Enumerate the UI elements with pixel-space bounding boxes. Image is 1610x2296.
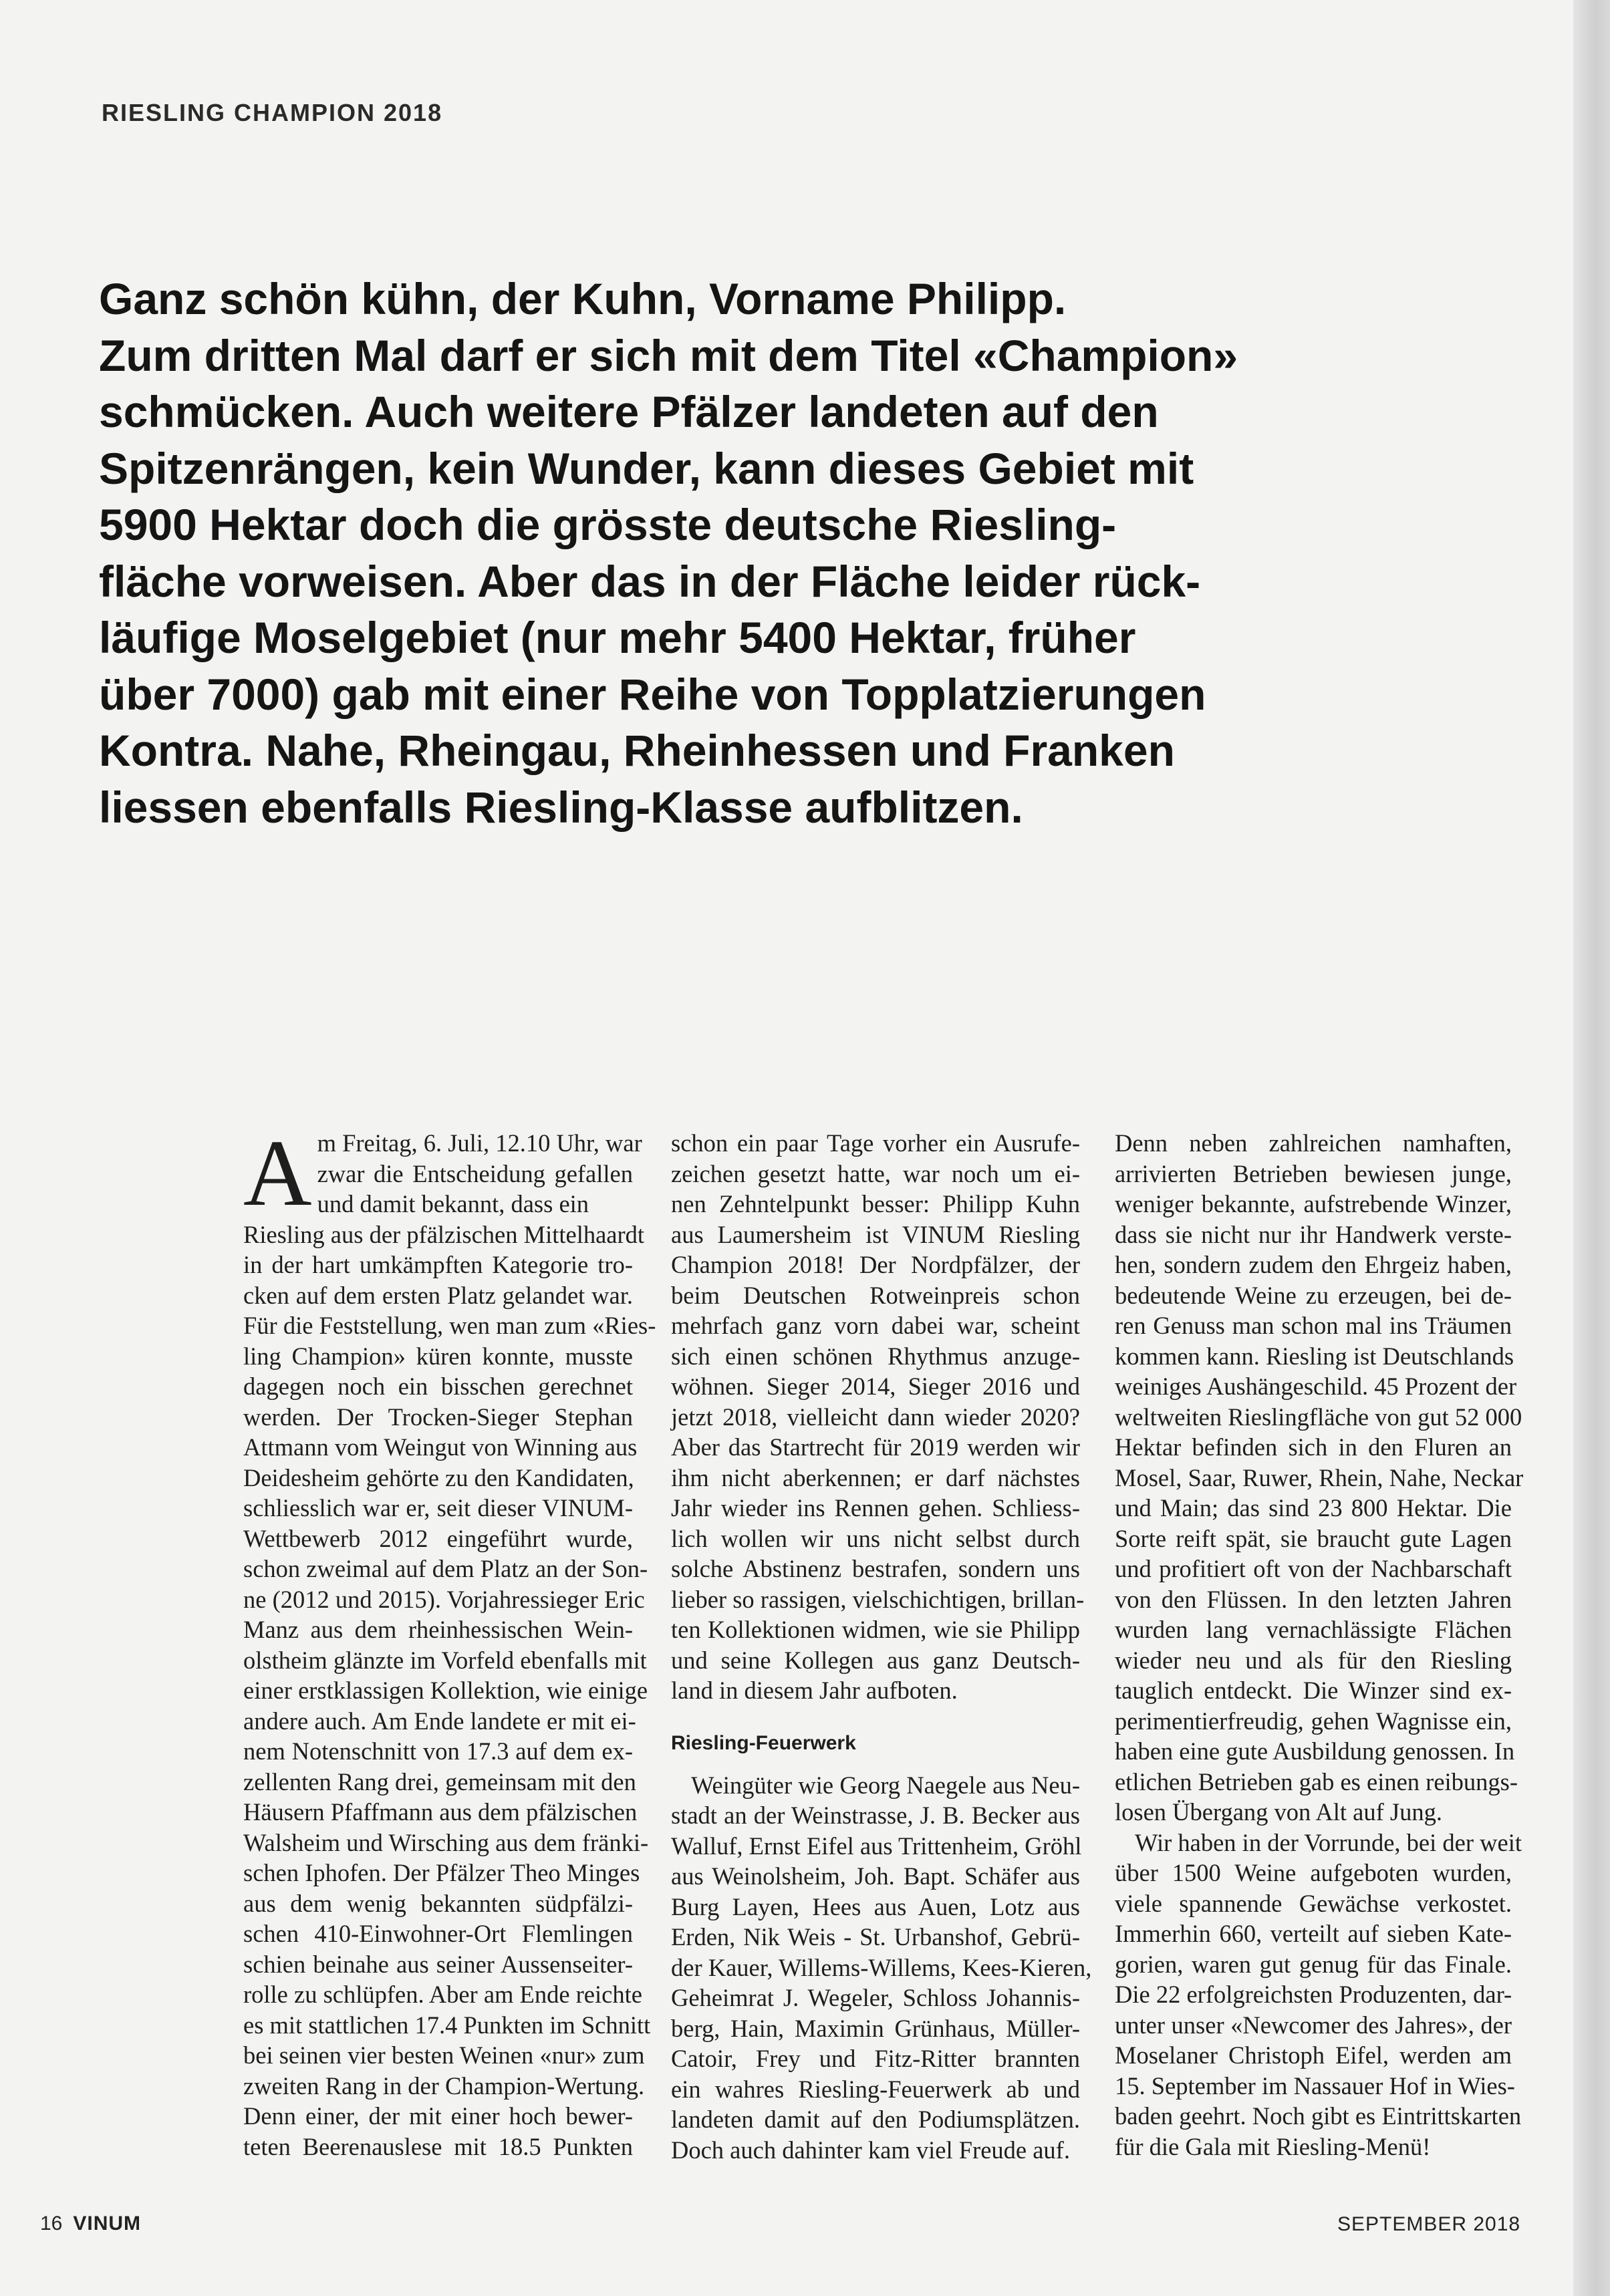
lead-line: Ganz schön kühn, der Kuhn, Vorname Philipp. [99,274,1067,323]
text-line: unter unser «Newcomer des Jahres», der [1115,2011,1512,2039]
text-line: wöhnen. Sieger 2014, Sieger 2016 und [671,1373,1080,1400]
lead-line: fläche vorweisen. Aber das in der Fläche leider rück- [99,556,1201,606]
text-line: Walsheim und Wirsching aus dem fränki- [243,1828,649,1856]
text-line: olstheim glänzte im Vorfeld ebenfalls mit [243,1646,647,1674]
text-line: Weingüter wie Georg Naegele aus Neu- [691,1771,1080,1799]
subheading: Riesling-Feuerwerk [671,1731,856,1754]
text-line: dagegen noch ein bisschen gerechnet [243,1373,633,1400]
issue-date: SEPTEMBER 2018 [1337,2213,1521,2235]
text-line: zellenten Rang drei, gemeinsam mit den [243,1767,636,1796]
text-line: von den Flüssen. In den letzten Jahren [1115,1585,1512,1613]
text-line: weniger bekannte, aufstrebende Winzer, [1115,1190,1512,1217]
text-line: schen 410-Einwohner-Ort Flemlingen [243,1920,633,1947]
text-line: ren Genuss man schon mal ins Träumen [1115,1312,1512,1339]
text-line: Champion 2018! Der Nordpfälzer, der [671,1251,1080,1278]
text-line: schliesslich war er, seit dieser VINUM- [243,1494,633,1522]
lead-line: 5900 Hektar doch die grösste deutsche Riesling- [99,500,1117,549]
text-line: Attmann vom Weingut von Winning aus [243,1433,638,1461]
text-line: weltweiten Rieslingfläche von gut 52 000 [1115,1403,1522,1431]
lead-line: liessen ebenfalls Riesling-Klasse aufblitzen. [99,782,1023,832]
text-line: wieder neu und als für den Riesling [1115,1646,1512,1674]
text-line: arrivierten Betrieben bewiesen junge, [1115,1159,1512,1187]
text-line: und seine Kollegen aus ganz Deutsch- [671,1646,1080,1674]
text-line: aus dem wenig bekannten südpfälzi- [243,1889,633,1917]
text-line: zeichen gesetzt hatte, war noch um ei- [671,1159,1080,1187]
text-line: haben eine gute Ausbildung genossen. In [1115,1737,1515,1765]
text-line: weiniges Aushängeschild. 45 Prozent der [1115,1373,1517,1400]
text-line: Aber das Startrecht für 2019 werden wir [671,1433,1080,1461]
text-line: und profitiert oft von der Nachbarschaft [1115,1555,1512,1582]
text-line: gorien, waren gut genug für das Finale. [1115,1950,1512,1978]
drop-cap: A [243,1120,312,1226]
text-line: Häusern Pfaffmann aus dem pfälzischen [243,1798,638,1826]
text-line: in der hart umkämpften Kategorie tro- [243,1251,633,1278]
text-line: Denn einer, der mit einer hoch bewer- [243,2102,633,2130]
text-line: es mit stattlichen 17.4 Punkten im Schnitt [243,2011,651,2039]
text-line: nen Zehntelpunkt besser: Philipp Kuhn [671,1190,1080,1217]
lead-line: über 7000) gab mit einer Reihe von Topplatzierungen [99,669,1206,719]
text-line: werden. Der Trocken-Sieger Stephan [243,1403,633,1431]
text-line: ten Kollektionen widmen, wie sie Philipp [671,1616,1080,1643]
text-line: beim Deutschen Rotweinpreis schon [671,1281,1080,1309]
lead-line: schmücken. Auch weitere Pfälzer landeten auf den [99,387,1159,436]
text-line: lieber so rassigen, vielschichtigen, brillan- [671,1585,1085,1613]
text-line: Denn neben zahlreichen namhaften, [1115,1129,1512,1157]
column-1 [243,1120,656,2162]
text-line: etlichen Betrieben gab es einen reibungs- [1115,1767,1518,1796]
text-line: wurden lang vernachlässigte Flächen [1115,1616,1512,1643]
column-2 [671,1128,1092,2165]
text-line: kommen kann. Riesling ist Deutschlands [1115,1342,1514,1370]
text-line: berg, Hain, Maximin Grünhaus, Müller- [671,2014,1080,2042]
lead-paragraph [99,271,1369,835]
text-line: jetzt 2018, vielleicht dann wieder 2020? [671,1403,1080,1431]
text-line: perimentierfreudig, gehen Wagnisse ein, [1115,1707,1512,1735]
text-line: Jahr wieder ins Rennen gehen. Schliess- [671,1494,1080,1522]
text-line: 15. September im Nassauer Hof in Wies- [1115,2071,1515,2100]
text-line: Wettbewerb 2012 eingeführt wurde, [243,1524,633,1552]
text-line: einer erstklassigen Kollektion, wie einige [243,1677,648,1704]
section-kicker: RIESLING CHAMPION 2018 [102,99,443,126]
text-line: zwar die Entscheidung gefallen [317,1159,633,1187]
text-line: Catoir, Frey und Fitz-Ritter brannten [671,2045,1080,2072]
text-line: Manz aus dem rheinhessischen Wein- [243,1616,633,1643]
text-line: schon zweimal auf dem Platz an der Son- [243,1555,648,1582]
text-line: Mosel, Saar, Ruwer, Rhein, Nahe, Neckar [1115,1463,1524,1491]
text-line: bedeutende Weine zu erzeugen, bei de- [1115,1281,1512,1309]
text-line: Moselaner Christoph Eifel, werden am [1115,2041,1512,2069]
text-line: lich wollen wir uns nicht selbst durch [671,1524,1080,1552]
lead-line: Kontra. Nahe, Rheingau, Rheinhessen und Franken [99,726,1175,775]
text-line: Walluf, Ernst Eifel aus Trittenheim, Gröhl [671,1832,1082,1860]
text-line: hen, sondern zudem den Ehrgeiz haben, [1115,1251,1512,1278]
text-line: schon ein paar Tage vorher ein Ausrufe- [671,1129,1080,1157]
lead-line: Zum dritten Mal darf er sich mit dem Titel «Champion» [99,330,1238,380]
text-line: ne (2012 und 2015). Vorjahressieger Eric [243,1585,645,1613]
text-line: solche Abstinenz bestrafen, sondern uns [671,1555,1080,1582]
text-line: zweiten Rang in der Champion-Wertung. [243,2071,645,2100]
text-line: mehrfach ganz vorn dabei war, scheint [671,1312,1080,1339]
text-line: aus Laumersheim ist VINUM Riesling [671,1220,1080,1248]
text-line: für die Gala mit Riesling-Menü! [1115,2132,1431,2160]
text-line: über 1500 Weine aufgeboten wurden, [1115,1859,1512,1886]
page-gutter [1573,0,1610,2296]
text-line: Burg Layen, Hees aus Auen, Lotz aus [671,1892,1080,1920]
text-line: aus Weinolsheim, Joh. Bapt. Schäfer aus [671,1862,1080,1890]
text-line: stadt an der Weinstrasse, J. B. Becker aus [671,1802,1080,1829]
text-line: ihm nicht aberkennen; er darf nächstes [671,1463,1080,1491]
text-line: und Main; das sind 23 800 Hektar. Die [1115,1494,1512,1522]
text-line: ling Champion» küren konnte, musste [243,1342,633,1370]
text-line: schien beinahe aus seiner Aussenseiter- [243,1950,633,1978]
text-line: m Freitag, 6. Juli, 12.10 Uhr, war [317,1129,642,1157]
text-line: tauglich entdeckt. Die Winzer sind ex- [1115,1677,1512,1704]
text-line: andere auch. Am Ende landete er mit ei- [243,1707,636,1735]
text-line: und damit bekannt, dass ein [317,1190,589,1217]
text-line: Hektar befinden sich in den Fluren an [1115,1433,1512,1461]
text-line: rolle zu schlüpfen. Aber am Ende reichte [243,1981,642,2008]
text-line: land in diesem Jahr aufboten. [671,1677,958,1704]
text-line: Geheimrat J. Wegeler, Schloss Johannis- [671,1984,1080,2011]
text-line: teten Beerenauslese mit 18.5 Punkten [243,2132,633,2160]
text-line: viele spannende Gewächse verkostet. [1115,1889,1512,1917]
text-line: cken auf dem ersten Platz gelandet war. [243,1281,633,1309]
text-line: baden geehrt. Noch gibt es Eintrittskarten [1115,2102,1522,2130]
lead-line: läufige Moselgebiet (nur mehr 5400 Hektar, früher [99,613,1136,662]
footer-folio [40,2212,141,2235]
text-line: nem Notenschnitt von 17.3 auf dem ex- [243,1737,633,1765]
text-line: sich einen schönen Rhythmus anzuge- [671,1342,1080,1370]
magazine-name: VINUM [73,2212,142,2235]
text-line: Doch auch dahinter kam viel Freude auf. [671,2136,1070,2164]
text-line: Sorte reift spät, sie braucht gute Lagen [1115,1524,1512,1552]
text-line: Wir haben in der Vorrunde, bei der weit [1135,1828,1522,1856]
text-line: Die 22 erfolgreichsten Produzenten, dar- [1115,1981,1512,2008]
text-line: Für die Feststellung, wen man zum «Ries- [243,1312,656,1339]
page-number: 16 [40,2212,63,2235]
text-line: dass sie nicht nur ihr Handwerk verste- [1115,1220,1512,1248]
column-3 [1115,1128,1524,2162]
text-line: Riesling aus der pfälzischen Mittelhaardt [243,1220,645,1248]
text-line: der Kauer, Willems-Willems, Kees-Kieren, [671,1953,1092,1981]
text-line: landeten damit auf den Podiumsplätzen. [671,2106,1080,2133]
lead-line: Spitzenrängen, kein Wunder, kann dieses Gebiet mit [99,443,1194,493]
text-line: ein wahres Riesling-Feuerwerk ab und [671,2075,1080,2103]
text-line: bei seinen vier besten Weinen «nur» zum [243,2041,645,2069]
text-line: schen Iphofen. Der Pfälzer Theo Minges [243,1859,640,1886]
text-line: Immerhin 660, verteilt auf sieben Kate- [1115,1920,1512,1947]
text-line: Deidesheim gehörte zu den Kandidaten, [243,1463,634,1491]
text-line: losen Übergang von Alt auf Jung. [1115,1798,1442,1826]
text-line: Erden, Nik Weis - St. Urbanshof, Gebrü- [671,1923,1080,1951]
